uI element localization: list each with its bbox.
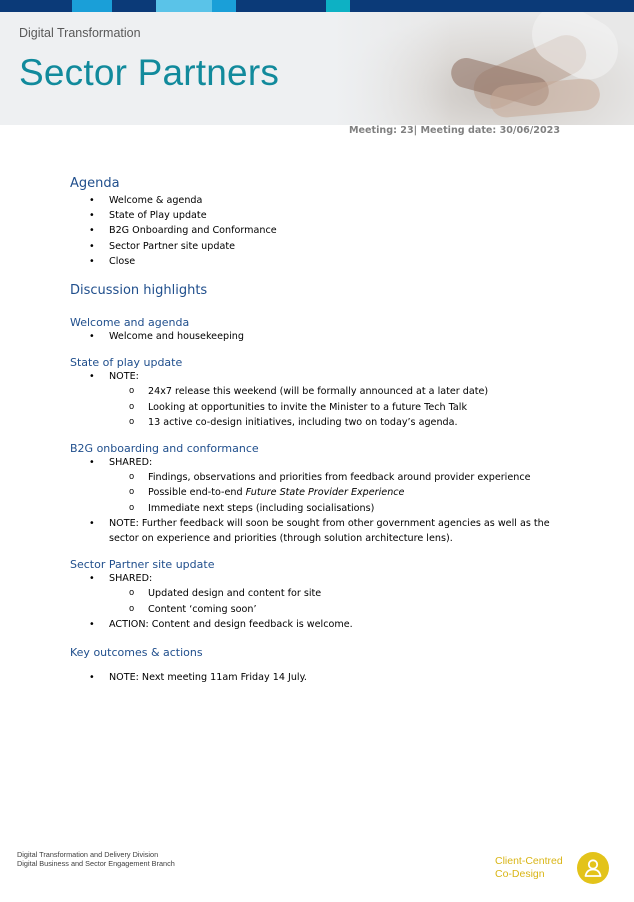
meeting-info: Meeting: 23| Meeting date: 30/06/2023 (349, 125, 560, 136)
state-of-play-subitem: o 13 active co-design initiatives, including two on today’s agenda. (109, 415, 570, 430)
b2g-subitem-text: Possible end-to-end (148, 487, 246, 499)
site-sublist (109, 586, 570, 616)
person-icon (577, 852, 609, 884)
discussion-heading: Discussion highlights (70, 283, 208, 299)
site-subitem: o Updated design and content for site (109, 586, 570, 601)
site-subitem: o Content ‘coming soon’ (109, 602, 570, 617)
b2g-subitem-italic: Future State Provider Experience (245, 487, 405, 499)
outcomes-item: • NOTE: Next meeting 11am Friday 14 July. (70, 670, 570, 685)
agenda-item: • Close (70, 254, 570, 269)
site-heading: Sector Partner site update (70, 558, 215, 572)
footer-org (17, 851, 175, 868)
b2g-sublist (109, 470, 570, 516)
welcome-list (70, 329, 570, 344)
outcomes-list (70, 670, 570, 685)
co-design-badge-text (495, 855, 563, 881)
note-label: NOTE: (109, 371, 139, 383)
state-of-play-list (70, 369, 570, 430)
footer-division: Digital Transformation and Delivery Division (17, 850, 159, 859)
outcomes-heading: Key outcomes & actions (70, 646, 203, 660)
welcome-heading: Welcome and agenda (70, 316, 190, 330)
b2g-subitem: o Findings, observations and priorities from feedback around provider experience (109, 470, 570, 485)
b2g-shared (70, 455, 570, 516)
top-color-bar (0, 0, 634, 12)
agenda-item: • Welcome & agenda (70, 193, 570, 208)
agenda-item: • B2G Onboarding and Conformance (70, 223, 570, 238)
state-of-play-sublist (109, 384, 570, 430)
site-shared (70, 571, 570, 617)
state-of-play-subitem: o 24x7 release this weekend (will be formally announced at a later date) (109, 384, 570, 399)
state-of-play-subitem: o Looking at opportunities to invite the Minister to a future Tech Talk (109, 400, 570, 415)
agenda-list (70, 193, 570, 269)
shared-label: SHARED: (109, 457, 153, 469)
agenda-heading: Agenda (70, 176, 120, 191)
document-body (70, 176, 570, 685)
welcome-item: • Welcome and housekeeping (70, 329, 570, 344)
b2g-subitem (109, 485, 570, 500)
footer-branch: Digital Business and Sector Engagement Branch (17, 858, 175, 868)
b2g-list (70, 455, 570, 546)
site-action: • ACTION: Content and design feedback is welcome. (70, 617, 570, 632)
badge-line-1: Client-Centred (495, 855, 563, 867)
header-banner (0, 12, 634, 125)
hands-together-photo (330, 12, 634, 125)
shared-label: SHARED: (109, 573, 153, 585)
b2g-note: • NOTE: Further feedback will soon be sought from other government agencies as well as the sector on experience and priorities (through solution architecture lens). (70, 516, 570, 546)
b2g-heading: B2G onboarding and conformance (70, 442, 259, 456)
agenda-item: • Sector Partner site update (70, 239, 570, 254)
site-list (70, 571, 570, 632)
b2g-subitem: o Immediate next steps (including socialisations) (109, 501, 570, 516)
badge-line-2: Co-Design (495, 868, 545, 880)
agenda-item: • State of Play update (70, 208, 570, 223)
state-of-play-note (70, 369, 570, 430)
page-title: Sector Partners (19, 52, 280, 93)
state-of-play-heading: State of play update (70, 356, 183, 370)
org-name: Digital Transformation (19, 26, 141, 40)
